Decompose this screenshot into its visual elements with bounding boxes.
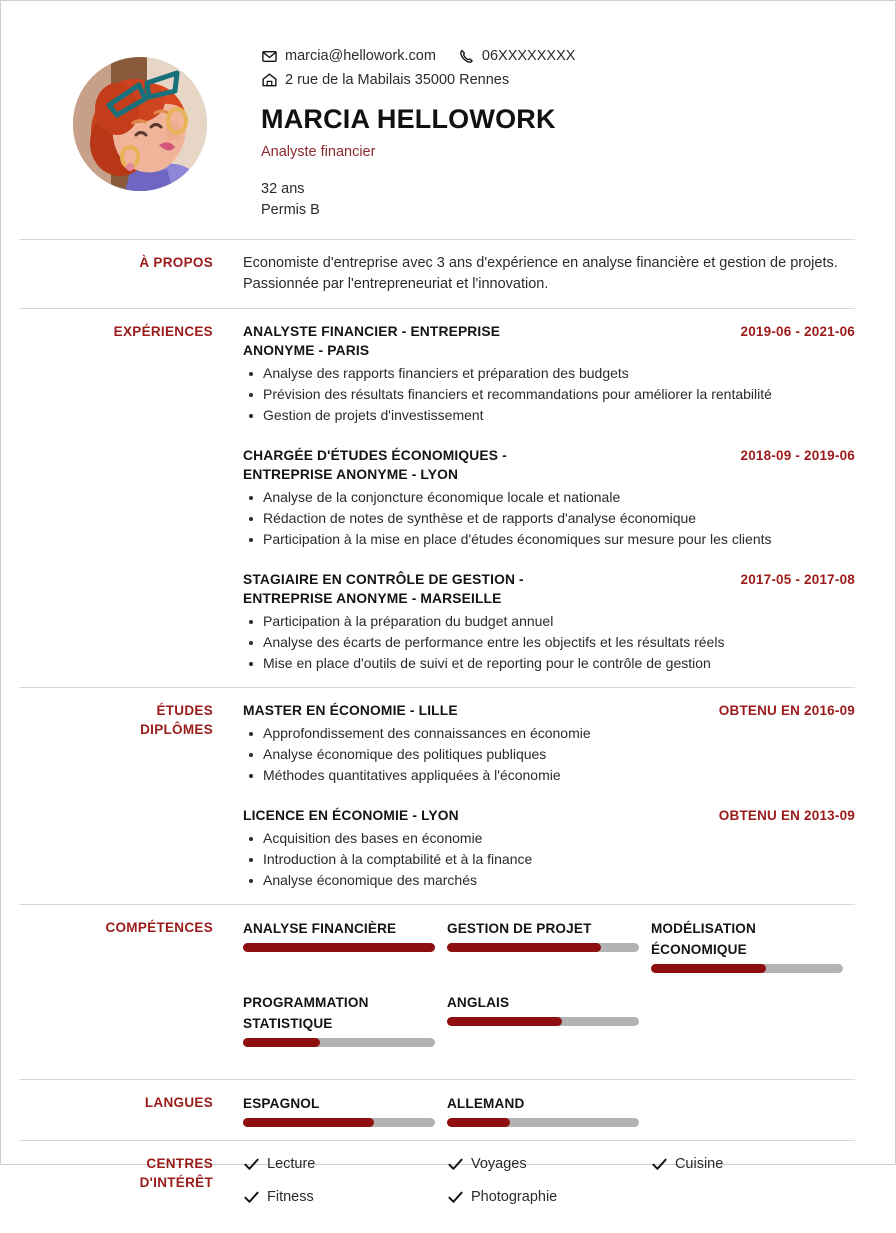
- section-label-education-line2: DIPLÔMES: [140, 722, 213, 738]
- avatar-illustration: [73, 57, 207, 191]
- license-text: Permis B: [261, 202, 320, 219]
- experience-bullets: [243, 363, 855, 426]
- education-body: [243, 701, 855, 891]
- interest-label: Cuisine: [674, 1156, 724, 1173]
- contact-phone-text: 06XXXXXXXX: [481, 48, 576, 64]
- list-item: Méthodes quantitatives appliquées à l'économie: [263, 765, 855, 786]
- list-item: Analyse économique des politiques publiques: [263, 744, 855, 765]
- check-icon: [651, 1156, 668, 1173]
- list-item: Participation à la mise en place d'études économiques sur mesure pour les clients: [263, 529, 855, 550]
- interests-grid: [243, 1154, 855, 1220]
- skill-item: [447, 992, 651, 1047]
- list-item: Analyse des écarts de performance entre les objectifs et les résultats réels: [263, 632, 855, 653]
- list-item: Participation à la préparation du budget annuel: [263, 611, 855, 632]
- interest-item: [243, 1154, 447, 1175]
- job-title: Analyste financier: [261, 144, 376, 161]
- languages-body: [243, 1093, 855, 1127]
- experience-date: 2018-09 - 2019-06: [740, 448, 855, 464]
- section-label-languages: LANGUES: [144, 1095, 213, 1111]
- skill-level-fill: [243, 943, 435, 952]
- language-name: ALLEMAND: [446, 1096, 525, 1112]
- education-head: [243, 806, 855, 825]
- education-title: LICENCE EN ÉCONOMIE - LYON: [243, 808, 459, 824]
- list-item: Gestion de projets d'investissement: [263, 405, 855, 426]
- section-label-skills: COMPÉTENCES: [105, 920, 213, 936]
- skill-item: [243, 992, 447, 1047]
- about-body: [243, 253, 855, 295]
- experience-entry: [243, 322, 855, 426]
- interest-item: [447, 1154, 651, 1175]
- contact-address-text: 2 rue de la Mabilais 35000 Rennes: [285, 72, 510, 88]
- skill-level-fill: [447, 1017, 562, 1026]
- skills-body: [243, 918, 855, 1066]
- section-experiences: [19, 308, 855, 687]
- skill-item: [243, 918, 447, 973]
- skill-level-bar: [447, 943, 639, 952]
- check-icon: [243, 1156, 260, 1173]
- header-main: [261, 31, 855, 221]
- skill-level-bar: [243, 1038, 435, 1047]
- section-skills: [19, 904, 855, 1079]
- experience-entry: [243, 570, 855, 674]
- skill-name: PROGRAMMATION STATISTIQUE: [243, 995, 369, 1032]
- experience-head: [243, 322, 855, 360]
- contact-line-secondary: [261, 69, 855, 91]
- skill-level-bar: [651, 964, 843, 973]
- experiences-body: [243, 322, 855, 674]
- contact-email[interactable]: [261, 45, 436, 67]
- interest-label: Lecture: [267, 1156, 316, 1173]
- language-level-fill: [447, 1118, 510, 1127]
- language-level-bar: [447, 1118, 639, 1127]
- list-item: Mise en place d'outils de suivi et de reporting pour le contrôle de gestion: [263, 653, 855, 674]
- interest-label: Fitness: [267, 1189, 314, 1206]
- experience-date: 2019-06 - 2021-06: [740, 324, 855, 340]
- experience-title: STAGIAIRE EN CONTRÔLE DE GESTION - ENTREPRISE ANONYME - MARSEILLE: [243, 572, 524, 607]
- age-text: 32 ans: [261, 181, 305, 198]
- education-date: OBTENU EN 2013-09: [718, 808, 855, 824]
- home-icon: [261, 72, 278, 89]
- section-label-interests-line2: D'INTÉRÊT: [139, 1175, 213, 1191]
- section-about: [19, 239, 855, 308]
- language-level-fill: [243, 1118, 374, 1127]
- experience-title: CHARGÉE D'ÉTUDES ÉCONOMIQUES - ENTREPRISE ANONYME - LYON: [243, 448, 507, 483]
- skill-level-fill: [447, 943, 601, 952]
- check-icon: [447, 1189, 464, 1206]
- section-label-education-line1: ÉTUDES: [156, 703, 213, 719]
- section-label-about: À PROPOS: [139, 255, 213, 271]
- skill-level-fill: [651, 964, 766, 973]
- contact-line-primary: [261, 45, 855, 67]
- phone-icon: [458, 48, 475, 65]
- avatar: [73, 57, 207, 191]
- education-entry: [243, 701, 855, 786]
- list-item: Acquisition des bases en économie: [263, 828, 855, 849]
- contact-address[interactable]: [261, 69, 509, 91]
- list-item: Analyse économique des marchés: [263, 870, 855, 891]
- list-item: Approfondissement des connaissances en économie: [263, 723, 855, 744]
- education-bullets: [243, 828, 855, 891]
- resume-sheet: [1, 1, 895, 1233]
- contact-phone[interactable]: [458, 45, 576, 67]
- interest-label: Voyages: [470, 1156, 527, 1173]
- list-item: Analyse des rapports financiers et préparation des budgets: [263, 363, 855, 384]
- skill-level-bar: [447, 1017, 639, 1026]
- languages-grid: [243, 1093, 855, 1127]
- check-icon: [243, 1189, 260, 1206]
- section-label-interests: [19, 1154, 243, 1192]
- experience-entry: [243, 446, 855, 550]
- language-item: [447, 1093, 651, 1127]
- section-label-interests-line1: CENTRES: [146, 1156, 213, 1172]
- skill-level-bar: [243, 943, 435, 952]
- page-title: MARCIA HELLOWORK: [261, 104, 556, 134]
- about-text: Economiste d'entreprise avec 3 ans d'expérience en analyse financière et gestion de projets. Passionnée par l'entrepreneuriat et l'innovation.: [243, 255, 838, 293]
- list-item: Rédaction de notes de synthèse et de rapports d'analyse économique: [263, 508, 855, 529]
- interest-item: [651, 1154, 855, 1175]
- check-icon: [447, 1156, 464, 1173]
- section-label-education: [19, 701, 243, 739]
- skill-name: ANALYSE FINANCIÈRE: [243, 921, 397, 937]
- education-title: MASTER EN ÉCONOMIE - LILLE: [243, 703, 458, 719]
- language-level-bar: [243, 1118, 435, 1127]
- education-entry: [243, 806, 855, 891]
- skills-grid: [243, 918, 855, 1066]
- section-label-experiences: EXPÉRIENCES: [113, 324, 213, 340]
- interest-label: Photographie: [470, 1189, 558, 1206]
- education-date: OBTENU EN 2016-09: [718, 703, 855, 719]
- section-interests: [19, 1140, 855, 1233]
- interests-body: [243, 1154, 855, 1220]
- skill-name: ANGLAIS: [446, 995, 510, 1011]
- experience-date: 2017-05 - 2017-08: [740, 572, 855, 588]
- education-bullets: [243, 723, 855, 786]
- interest-item: [447, 1187, 651, 1208]
- skill-level-fill: [243, 1038, 320, 1047]
- language-name: ESPAGNOL: [243, 1096, 320, 1112]
- experience-head: [243, 570, 855, 608]
- list-item: Prévision des résultats financiers et recommandations pour améliorer la rentabilité: [263, 384, 855, 405]
- skill-item: [651, 918, 855, 973]
- experience-bullets: [243, 487, 855, 550]
- education-head: [243, 701, 855, 720]
- avatar-column: [19, 31, 261, 191]
- skill-name: MODÉLISATION ÉCONOMIQUE: [650, 921, 756, 958]
- interest-item: [243, 1187, 447, 1208]
- contact-email-text: marcia@hellowork.com: [285, 48, 436, 64]
- skill-name: GESTION DE PROJET: [446, 921, 592, 937]
- section-education: [19, 687, 855, 904]
- resume-header: [19, 19, 855, 221]
- language-item: [243, 1093, 447, 1127]
- experience-bullets: [243, 611, 855, 674]
- section-languages: [19, 1079, 855, 1140]
- experience-title: ANALYSTE FINANCIER - ENTREPRISE ANONYME - PARIS: [243, 324, 501, 359]
- personal-details: [261, 179, 855, 221]
- list-item: Analyse de la conjoncture économique locale et nationale: [263, 487, 855, 508]
- list-item: Introduction à la comptabilité et à la finance: [263, 849, 855, 870]
- skill-item: [447, 918, 651, 973]
- experience-head: [243, 446, 855, 484]
- envelope-icon: [261, 48, 278, 65]
